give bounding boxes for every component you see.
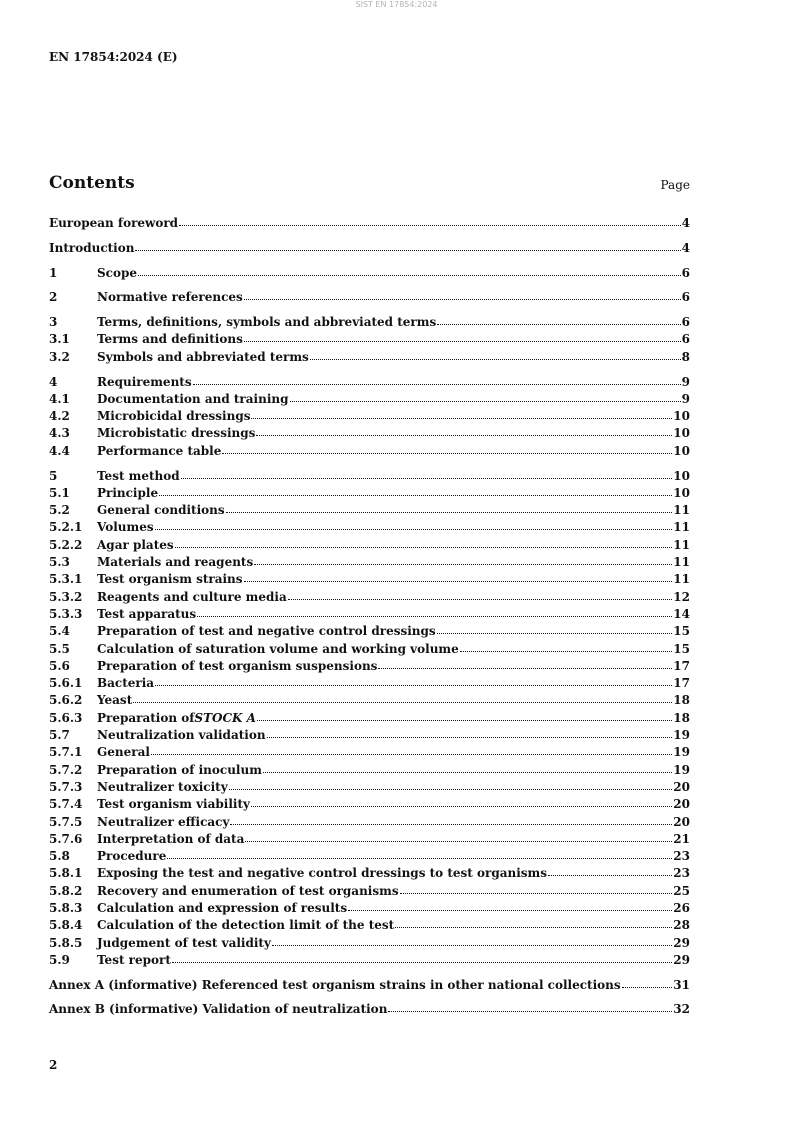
toc-entry-number: 5.2 (49, 503, 70, 518)
toc-entry-title: Preparation of test organism suspensions (97, 658, 378, 673)
toc-dot-leader (395, 927, 672, 928)
toc-entry-title: Calculation of the detection limit of the test (97, 918, 395, 933)
toc-entry-title: Neutralizer efficacy (97, 814, 230, 829)
toc-entry-page: 28 (673, 918, 690, 933)
toc-dot-leader (348, 910, 672, 911)
toc-entry[interactable] (49, 315, 690, 332)
toc-entry[interactable] (49, 780, 690, 797)
toc-entry[interactable] (49, 693, 690, 710)
toc-entry[interactable] (49, 375, 690, 392)
toc-dot-leader (244, 581, 673, 582)
toc-entry[interactable] (49, 469, 690, 486)
toc-entry-title: Calculation of saturation volume and working volume (97, 641, 459, 656)
toc-dot-leader (388, 1011, 672, 1012)
toc-entry-number: 5.7 (49, 728, 70, 743)
toc-entry[interactable] (49, 763, 690, 780)
toc-entry-number: 4 (49, 374, 58, 389)
toc-entry-page: 6 (681, 315, 690, 330)
toc-entry-page: 20 (673, 779, 690, 794)
toc-entry-title: Annex B (informative) Validation of neutralization (49, 1002, 388, 1017)
toc-entry-number: 5.6 (49, 658, 70, 673)
toc-entry-title: Exposing the test and negative control dressings to test organisms (97, 866, 547, 881)
toc-entry-number: 5.6.2 (49, 693, 83, 708)
toc-entry-title: Agar plates (97, 537, 174, 552)
toc-entry[interactable] (49, 745, 690, 762)
toc-entry-title: Interpretation of data (97, 831, 245, 846)
toc-dot-leader (378, 668, 672, 669)
toc-entry-page: 6 (681, 290, 690, 305)
toc-entry[interactable] (49, 350, 690, 367)
toc-entry-title: Neutralization validation (97, 728, 266, 743)
toc-dot-leader (267, 737, 673, 738)
page-number: 2 (49, 1058, 58, 1072)
toc-entry-page: 10 (673, 443, 690, 458)
toc-entry-page: 11 (673, 572, 690, 587)
toc-entry-page: 9 (681, 374, 690, 389)
toc-entry-page: 19 (673, 728, 690, 743)
toc-entry-number: 4.2 (49, 409, 70, 424)
toc-entry-page: 10 (673, 485, 690, 500)
toc-entry[interactable] (49, 266, 690, 283)
toc-entry[interactable] (49, 555, 690, 572)
toc-entry-title: Normative references (97, 290, 243, 305)
toc-entry-page: 4 (681, 240, 690, 255)
toc-entry-number: 5.7.5 (49, 814, 83, 829)
toc-entry-page: 11 (673, 555, 690, 570)
contents-heading: Contents (49, 173, 135, 193)
toc-entry[interactable] (49, 936, 690, 953)
toc-group (49, 315, 690, 367)
toc-group (49, 978, 690, 995)
toc-entry-page: 18 (673, 710, 690, 725)
toc-entry-title-italic: STOCK A (194, 710, 256, 725)
toc-entry[interactable] (49, 728, 690, 745)
toc-entry-page: 32 (673, 1002, 690, 1017)
toc-dot-leader (622, 987, 673, 988)
toc-dot-leader (310, 359, 681, 360)
toc-group (49, 266, 690, 283)
toc-entry[interactable] (49, 392, 690, 409)
toc-entry[interactable] (49, 849, 690, 866)
toc-entry-title: Preparation of test and negative control dressings (97, 624, 436, 639)
toc-entry-title: Volumes (97, 520, 154, 535)
toc-entry-title: Test report (97, 952, 171, 967)
toc-entry[interactable] (49, 426, 690, 443)
toc-entry-title: Preparation of (97, 710, 195, 725)
toc-entry-title: Performance table (97, 443, 222, 458)
toc-entry-title: Introduction (49, 240, 135, 255)
toc-entry[interactable] (49, 953, 690, 970)
toc-entry-number: 5.8.4 (49, 918, 83, 933)
toc-entry-title: General (97, 745, 150, 760)
toc-dot-leader (400, 893, 673, 894)
toc-entry-page: 14 (673, 606, 690, 621)
toc-entry-title: Neutralizer toxicity (97, 779, 228, 794)
document-id: EN 17854:2024 (E) (49, 50, 178, 64)
toc-entry-title: Documentation and training (97, 391, 289, 406)
toc-dot-leader (151, 754, 672, 755)
toc-entry-page: 23 (673, 849, 690, 864)
toc-entry-title: Recovery and enumeration of test organisms (97, 883, 399, 898)
toc-entry-title: Preparation of inoculum (97, 762, 262, 777)
toc-entry-number: 4.1 (49, 391, 70, 406)
toc-entry-number: 3.2 (49, 349, 70, 364)
toc-entry-page: 29 (673, 935, 690, 950)
toc-dot-leader (290, 401, 681, 402)
toc-entry-page: 15 (673, 624, 690, 639)
toc-group (49, 241, 690, 258)
toc-entry-number: 5.3 (49, 555, 70, 570)
page-column-label: Page (660, 178, 690, 192)
toc-entry-number: 5.2.1 (49, 520, 83, 535)
toc-entry-number: 5.2.2 (49, 537, 83, 552)
toc-entry-number: 5 (49, 468, 58, 483)
toc-group (49, 290, 690, 307)
toc-entry[interactable] (49, 241, 690, 258)
toc-entry-title: Requirements (97, 374, 192, 389)
toc-entry-number: 5.8 (49, 849, 70, 864)
toc-dot-leader (133, 702, 672, 703)
toc-entry-page: 10 (673, 409, 690, 424)
toc-entry-page: 6 (681, 332, 690, 347)
toc-dot-leader (251, 806, 672, 807)
toc-entry[interactable] (49, 520, 690, 537)
toc-entry-number: 5.3.2 (49, 589, 83, 604)
toc-dot-leader (175, 547, 673, 548)
toc-entry-page: 8 (681, 349, 690, 364)
toc-entry-number: 5.4 (49, 624, 70, 639)
toc-entry-number: 3.1 (49, 332, 70, 347)
toc-entry[interactable] (49, 866, 690, 883)
toc-entry[interactable] (49, 332, 690, 349)
toc-dot-leader (437, 324, 680, 325)
toc-entry[interactable] (49, 815, 690, 832)
toc-dot-leader (460, 651, 673, 652)
toc-entry-page: 11 (673, 537, 690, 552)
toc-entry-title: Scope (97, 265, 138, 280)
toc-entry-title: Terms and definitions (97, 332, 243, 347)
toc-entry-title: Test method (97, 468, 180, 483)
toc-dot-leader (155, 685, 672, 686)
toc-entry[interactable] (49, 676, 690, 693)
toc-entry-title: European foreword (49, 216, 179, 230)
toc-entry-page: 25 (673, 883, 690, 898)
toc-dot-leader (256, 435, 672, 436)
toc-entry-page: 11 (673, 520, 690, 535)
toc-entry-number: 5.7.2 (49, 762, 83, 777)
toc-dot-leader (437, 633, 673, 634)
toc-entry-title: Bacteria (97, 676, 155, 691)
toc-entry-page: 29 (673, 952, 690, 967)
toc-dot-leader (181, 478, 673, 479)
toc-entry-page: 4 (681, 216, 690, 230)
toc-entry-page: 17 (673, 676, 690, 691)
toc-entry-number: 5.3.3 (49, 606, 83, 621)
toc-entry-page: 20 (673, 814, 690, 829)
toc-entry[interactable] (49, 797, 690, 814)
toc-entry[interactable] (49, 572, 690, 589)
toc-entry-page: 21 (673, 831, 690, 846)
toc-dot-leader (244, 299, 681, 300)
toc-entry-page: 20 (673, 797, 690, 812)
toc-dot-leader (288, 599, 673, 600)
toc-dot-leader (138, 275, 681, 276)
toc-dot-leader (179, 225, 681, 226)
toc-entry-title: Procedure (97, 849, 167, 864)
toc-entry-page: 19 (673, 745, 690, 760)
table-of-contents (49, 216, 690, 1027)
toc-entry-number: 5.9 (49, 952, 70, 967)
toc-entry-page: 19 (673, 762, 690, 777)
toc-entry[interactable] (49, 216, 690, 233)
toc-entry[interactable] (49, 444, 690, 461)
toc-dot-leader (245, 841, 672, 842)
toc-entry-page: 12 (673, 589, 690, 604)
toc-entry-number: 2 (49, 290, 58, 305)
toc-entry-number: 4.4 (49, 443, 70, 458)
toc-group (49, 375, 690, 461)
toc-entry[interactable] (49, 624, 690, 641)
toc-dot-leader (155, 529, 673, 530)
toc-entry-number: 5.8.2 (49, 883, 83, 898)
toc-entry[interactable] (49, 918, 690, 935)
toc-entry-page: 6 (681, 265, 690, 280)
toc-entry-number: 5.6.3 (49, 710, 83, 725)
toc-entry[interactable] (49, 409, 690, 426)
toc-dot-leader (226, 512, 673, 513)
toc-entry-number: 5.1 (49, 485, 70, 500)
toc-dot-leader (272, 945, 672, 946)
toc-entry-page: 23 (673, 866, 690, 881)
toc-entry-title: Symbols and abbreviated terms (97, 349, 309, 364)
toc-dot-leader (197, 616, 672, 617)
toc-dot-leader (159, 495, 672, 496)
toc-entry-title: Microbistatic dressings (97, 426, 256, 441)
toc-entry[interactable] (49, 711, 690, 728)
toc-entry-page: 26 (673, 900, 690, 915)
toc-entry-page: 17 (673, 658, 690, 673)
toc-group (49, 469, 690, 971)
toc-entry-title: Test organism strains (97, 572, 243, 587)
toc-entry[interactable] (49, 978, 690, 995)
toc-entry[interactable] (49, 1002, 690, 1019)
toc-entry-page: 18 (673, 693, 690, 708)
toc-entry-number: 5.3.1 (49, 572, 83, 587)
toc-dot-leader (251, 418, 672, 419)
toc-entry-number: 5.5 (49, 641, 70, 656)
toc-dot-leader (167, 858, 672, 859)
toc-entry[interactable] (49, 659, 690, 676)
toc-entry[interactable] (49, 486, 690, 503)
toc-entry-page: 15 (673, 641, 690, 656)
toc-entry-title: Yeast (97, 693, 133, 708)
toc-entry-page: 11 (673, 503, 690, 518)
toc-dot-leader (263, 772, 672, 773)
toc-entry[interactable] (49, 901, 690, 918)
toc-entry-number: 3 (49, 315, 58, 330)
toc-dot-leader (172, 962, 672, 963)
toc-entry-number: 5.7.6 (49, 831, 83, 846)
toc-entry[interactable] (49, 884, 690, 901)
toc-dot-leader (193, 384, 681, 385)
toc-group (49, 1002, 690, 1019)
toc-dot-leader (135, 250, 680, 251)
toc-entry-number: 5.7.3 (49, 779, 83, 794)
toc-entry[interactable] (49, 832, 690, 849)
toc-dot-leader (244, 341, 681, 342)
toc-entry-title: Materials and reagents (97, 555, 254, 570)
toc-entry-title: Reagents and culture media (97, 589, 287, 604)
toc-dot-leader (229, 789, 673, 790)
toc-dot-leader (230, 824, 672, 825)
toc-entry[interactable] (49, 607, 690, 624)
toc-group (49, 216, 690, 233)
toc-entry-number: 5.6.1 (49, 676, 83, 691)
toc-entry-title: General conditions (97, 503, 225, 518)
toc-entry-number: 5.7.4 (49, 797, 83, 812)
toc-entry[interactable] (49, 503, 690, 520)
toc-entry-number: 5.8.3 (49, 900, 83, 915)
toc-dot-leader (548, 875, 672, 876)
toc-entry-title: Terms, definitions, symbols and abbreviated terms (97, 315, 437, 330)
toc-entry-page: 10 (673, 426, 690, 441)
toc-entry-number: 5.8.5 (49, 935, 83, 950)
toc-dot-leader (222, 453, 672, 454)
toc-entry-title: Test organism viability (97, 797, 250, 812)
toc-entry-number: 5.7.1 (49, 745, 83, 760)
toc-entry-number: 4.3 (49, 426, 70, 441)
watermark: SIST EN 17854:2024 (355, 0, 438, 9)
toc-entry-title: Test apparatus (97, 606, 197, 621)
toc-entry-title: Annex A (informative) Referenced test organism strains in other national collections (49, 977, 621, 992)
toc-entry-title: Judgement of test validity (97, 935, 271, 950)
toc-entry-number: 5.8.1 (49, 866, 83, 881)
toc-entry[interactable] (49, 642, 690, 659)
toc-entry[interactable] (49, 590, 690, 607)
toc-entry-page: 10 (673, 468, 690, 483)
toc-entry-page: 9 (681, 391, 690, 406)
toc-entry[interactable] (49, 538, 690, 555)
toc-entry-page: 31 (673, 977, 690, 992)
toc-dot-leader (254, 564, 672, 565)
toc-dot-leader (257, 720, 672, 721)
toc-entry-title: Microbicidal dressings (97, 409, 251, 424)
toc-entry-title: Principle (97, 485, 159, 500)
toc-entry-title: Calculation and expression of results (97, 900, 348, 915)
toc-entry-number: 1 (49, 265, 58, 280)
toc-entry[interactable] (49, 290, 690, 307)
